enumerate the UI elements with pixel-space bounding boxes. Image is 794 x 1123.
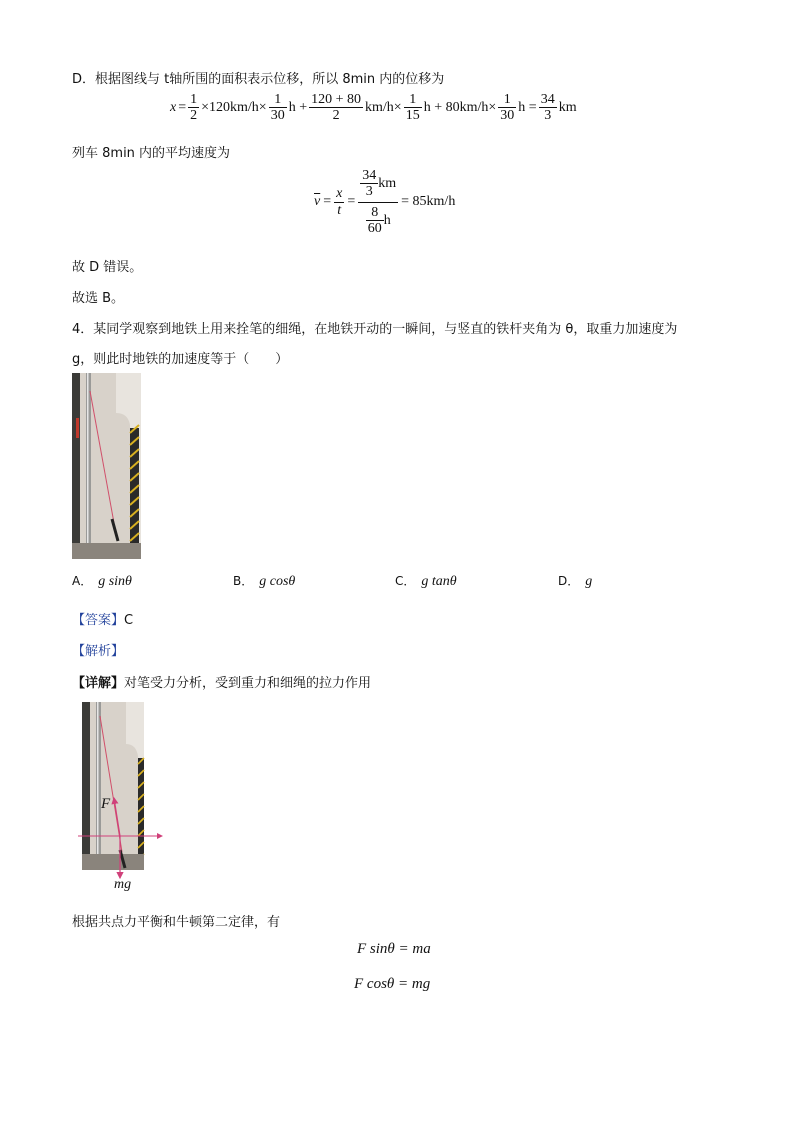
detail-tag: 【详解】 xyxy=(72,676,125,691)
subway-photo xyxy=(72,373,141,559)
option-d-label: D． xyxy=(558,574,580,588)
eq-term-4: h + 80km/h× xyxy=(423,99,497,115)
eq-term-2: h + xyxy=(288,99,308,115)
answer-line xyxy=(72,609,133,628)
eq-var-x: x xyxy=(170,99,177,115)
equation-horizontal: F sinθ = ma xyxy=(357,941,431,957)
fraction-1-30b: $\frac{1}{30}$ xyxy=(500,92,515,124)
option-b[interactable] xyxy=(233,572,295,590)
option-b-expr: g cosθ xyxy=(259,574,296,589)
equation-vertical: F cosθ = mg xyxy=(354,976,431,992)
option-a[interactable] xyxy=(72,572,132,590)
eq-term-3: km/h× xyxy=(365,99,402,115)
force-diagram-photo xyxy=(76,702,166,897)
partD-conclusion: 故 D 错误。 xyxy=(72,260,143,275)
question-4-line-2: g，则此时地铁的加速度等于（ ） xyxy=(72,352,289,367)
eq-unit-km: km xyxy=(558,99,577,115)
eq-sign: = xyxy=(347,194,356,210)
detail-text: 对笔受力分析，受到重力和细绳的拉力作用 xyxy=(124,676,372,691)
detail-line xyxy=(72,672,371,691)
fraction-x-t: $\frac{x}{t}$ xyxy=(336,186,343,218)
avg-velocity-intro: 列车 8min 内的平均速度为 xyxy=(72,146,231,161)
equilibrium-intro: 根据共点力平衡和牛顿第二定律，有 xyxy=(72,915,281,930)
fraction-1-2: $\frac{1}{2}$ xyxy=(190,92,198,124)
fraction-1-30: $\frac{1}{30}$ xyxy=(270,92,285,124)
answer-tag: 【答案】 xyxy=(72,613,125,628)
unit-h: h xyxy=(383,212,391,228)
compound-fraction xyxy=(358,168,398,237)
partD-choice: 故选 B。 xyxy=(72,291,125,306)
option-c-expr: g tanθ xyxy=(421,574,457,589)
unit-km: km xyxy=(378,176,397,192)
fraction-8-60: $\frac{8}{60}$ xyxy=(367,204,382,237)
avg-velocity-equation xyxy=(314,168,455,237)
analysis-tag: 【解析】 xyxy=(72,644,125,659)
option-b-label: B． xyxy=(233,574,254,588)
eq-var-v: $\overline{v}$ xyxy=(314,194,321,210)
eq-sign: = xyxy=(178,99,187,115)
fraction-34-3: $\frac{34}{3}$ xyxy=(540,92,555,124)
option-d[interactable] xyxy=(558,572,592,590)
option-c-label: C． xyxy=(395,574,416,588)
eq-term-1: ×120km/h× xyxy=(201,99,267,115)
option-a-expr: g sinθ xyxy=(98,574,132,589)
option-c[interactable] xyxy=(395,572,457,590)
option-a-label: A． xyxy=(72,574,93,588)
fraction-1-15: $\frac{1}{15}$ xyxy=(405,92,420,124)
displacement-equation xyxy=(170,92,577,124)
force-label-mg: mg xyxy=(114,877,132,892)
force-label-F: F xyxy=(101,796,111,812)
force-diagram-drawing xyxy=(76,702,166,897)
fraction-34-3-km: $\frac{34}{3}$ xyxy=(362,168,377,200)
answer-value: C xyxy=(124,613,134,628)
question-4-line-1: 4．某同学观察到地铁上用来拴笔的细绳，在地铁开动的一瞬间，与竖直的铁杆夹角为 θ，取重力加速度为 xyxy=(72,322,678,337)
eq-sign: = xyxy=(323,194,332,210)
fraction-sum-2: $\frac{120 + 80}{2}$ xyxy=(311,92,362,124)
eq-term-5: h = xyxy=(518,99,537,115)
partD-intro: D．根据图线与 t轴所围的面积表示位移，所以 8min 内的位移为 xyxy=(72,72,445,87)
subway-photo-drawing xyxy=(72,373,141,559)
option-d-expr: g xyxy=(585,574,593,589)
eq-result: = 85km/h xyxy=(401,194,456,210)
